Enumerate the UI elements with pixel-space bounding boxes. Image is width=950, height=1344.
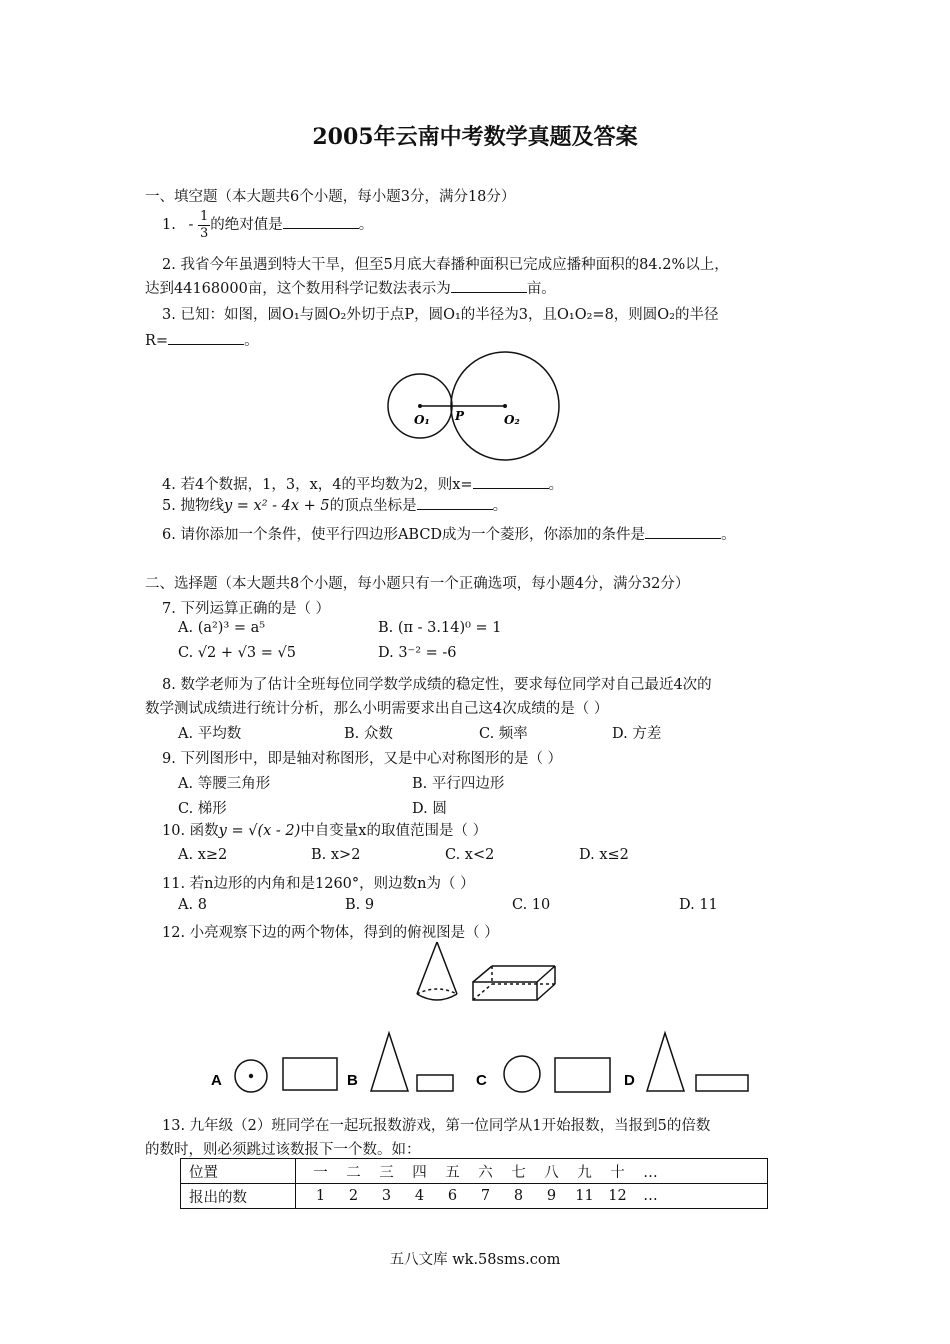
table-row bbox=[181, 1184, 768, 1209]
q7-stem: 7. 下列运算正确的是（ ） bbox=[162, 601, 331, 617]
table-cell: 四 bbox=[412, 1164, 427, 1181]
q13-line2: 的数时，则必须跳过该数报下一个数。如： bbox=[145, 1142, 421, 1158]
table-cell: 二 bbox=[346, 1164, 361, 1181]
answer-blank bbox=[417, 495, 493, 510]
option-d-rectangle bbox=[696, 1075, 748, 1091]
q9-option-c: C. 梯形 bbox=[178, 801, 227, 817]
page-title: 2005年云南中考数学真题及答案 bbox=[312, 124, 638, 150]
option-a-rectangle bbox=[283, 1058, 337, 1090]
q7-option-d: D. 3⁻² = -6 bbox=[378, 645, 457, 661]
point-o1 bbox=[418, 404, 422, 408]
answer-blank bbox=[283, 214, 359, 229]
table-cell: … bbox=[643, 1188, 658, 1204]
answer-blank bbox=[451, 278, 527, 293]
answer-blank bbox=[473, 474, 549, 489]
table-cell: 9 bbox=[546, 1188, 557, 1204]
q9-option-a: A. 等腰三角形 bbox=[178, 776, 271, 792]
table-cell: 六 bbox=[478, 1164, 493, 1181]
table-row-values bbox=[296, 1184, 768, 1209]
q11-stem: 11. 若n边形的内角和是1260°，则边数n为（ ） bbox=[162, 876, 475, 892]
q9-stem: 9. 下列图形中，即是轴对称图形，又是中心对称图形的是（ ） bbox=[162, 751, 563, 767]
q3-line2: R= 。 bbox=[145, 329, 259, 350]
q10-option-b: B. x>2 bbox=[311, 847, 361, 863]
answer-blank bbox=[168, 330, 244, 345]
q8-option-c: C. 频率 bbox=[479, 726, 528, 742]
q12-stem: 12. 小亮观察下边的两个物体，得到的俯视图是（ ） bbox=[162, 925, 499, 941]
q12-label-d: D bbox=[624, 1072, 635, 1089]
q7-option-b: B. (π - 3.14)⁰ = 1 bbox=[378, 620, 502, 636]
q8-line1: 8. 数学老师为了估计全班每位同学数学成绩的稳定性，要求每位同学对自己最近4次的 bbox=[162, 677, 712, 693]
label-o1: O₁ bbox=[414, 413, 430, 427]
table-cell: 8 bbox=[513, 1188, 524, 1204]
label-p: P bbox=[455, 409, 465, 423]
table-cell: 一 bbox=[313, 1164, 328, 1181]
q5: 5. 抛物线y = x² - 4x + 5的顶点坐标是 。 bbox=[162, 494, 507, 515]
q10-option-d: D. x≤2 bbox=[579, 847, 629, 863]
table-row-values bbox=[296, 1159, 768, 1184]
option-b-rectangle bbox=[417, 1075, 453, 1091]
q12-label-a: A bbox=[211, 1072, 222, 1089]
answer-blank bbox=[645, 524, 721, 539]
option-c-circle bbox=[504, 1056, 540, 1092]
option-c-rectangle bbox=[555, 1058, 610, 1092]
section2-header: 二、选择题（本大题共8个小题，每小题只有一个正确选项，每小题4分，满分32分） bbox=[145, 576, 690, 592]
option-b-triangle bbox=[371, 1033, 408, 1091]
q11-option-a: A. 8 bbox=[178, 897, 207, 913]
label-o2: O₂ bbox=[504, 413, 520, 427]
q2-line2: 达到44168000亩，这个数用科学记数法表示为 亩。 bbox=[145, 277, 556, 298]
box bbox=[473, 966, 555, 1000]
q9-option-b: B. 平行四边形 bbox=[412, 776, 505, 792]
counting-table bbox=[180, 1158, 768, 1209]
q8-option-b: B. 众数 bbox=[344, 726, 393, 742]
section1-header: 一、填空题（本大题共6个小题，每小题3分，满分18分） bbox=[145, 189, 516, 205]
table-cell: 三 bbox=[379, 1164, 394, 1181]
q7-option-c: C. √2 + √3 = √5 bbox=[178, 645, 296, 661]
q7-option-a: A. (a²)³ = a⁵ bbox=[178, 620, 266, 636]
q12-label-c: C bbox=[476, 1072, 487, 1089]
q2-line1: 2. 我省今年虽遇到特大干旱，但至5月底大春播种面积已完成应播种面积的84.2%以上， bbox=[162, 257, 729, 273]
q6: 6. 请你添加一个条件，使平行四边形ABCD成为一个菱形，你添加的条件是 。 bbox=[162, 523, 736, 544]
option-d-triangle bbox=[647, 1033, 684, 1091]
q10-stem: 10. 函数y = √(x - 2)中自变量x的取值范围是（ ） bbox=[162, 823, 488, 839]
table-cell: 6 bbox=[447, 1188, 458, 1204]
table-cell: 五 bbox=[445, 1164, 460, 1181]
q13-line1: 13. 九年级（2）班同学在一起玩报数游戏，第一位同学从1开始报数，当报到5的倍数 bbox=[162, 1118, 711, 1134]
q3-line1: 3. 已知：如图，圆O₁与圆O₂外切于点P，圆O₁的半径为3，且O₁O₂=8，则圆O₂的半径 bbox=[162, 307, 719, 323]
table-cell: 2 bbox=[348, 1188, 359, 1204]
option-a-center-dot bbox=[249, 1074, 253, 1078]
table-row bbox=[181, 1159, 768, 1184]
q1: 1. - $\frac{1}{3}$ 的绝对值是 。 bbox=[162, 208, 374, 241]
table-cell: 九 bbox=[577, 1164, 592, 1181]
table-cell: 1 bbox=[315, 1188, 326, 1204]
footer-watermark: 五八文库 wk.58sms.com bbox=[389, 1252, 561, 1268]
table-row-label: 位置 bbox=[181, 1159, 296, 1184]
table-cell: 7 bbox=[480, 1188, 491, 1204]
q8-line2: 数学测试成绩进行统计分析，那么小明需要求出自己这4次成绩的是（ ） bbox=[145, 701, 609, 717]
table-cell: 八 bbox=[544, 1164, 559, 1181]
q8-option-a: A. 平均数 bbox=[178, 726, 242, 742]
q11-option-d: D. 11 bbox=[679, 897, 718, 913]
point-o2 bbox=[503, 404, 507, 408]
table-cell: 12 bbox=[608, 1188, 627, 1204]
q11-option-b: B. 9 bbox=[345, 897, 375, 913]
q10-option-c: C. x<2 bbox=[445, 847, 495, 863]
table-row-label: 报出的数 bbox=[181, 1184, 296, 1209]
table-cell: 4 bbox=[414, 1188, 425, 1204]
table-cell: 11 bbox=[575, 1188, 594, 1204]
circles-figure bbox=[380, 340, 570, 462]
q10-option-a: A. x≥2 bbox=[178, 847, 228, 863]
q9-option-d: D. 圆 bbox=[412, 801, 447, 817]
table-cell: … bbox=[643, 1164, 658, 1181]
q12-label-b: B bbox=[347, 1072, 358, 1089]
table-cell: 七 bbox=[511, 1164, 526, 1181]
q8-option-d: D. 方差 bbox=[612, 726, 662, 742]
q4: 4. 若4个数据，1，3，x，4的平均数为2，则x= 。 bbox=[162, 473, 563, 494]
q12-options-figure bbox=[205, 1025, 760, 1097]
solids-figure bbox=[405, 938, 565, 1010]
table-cell: 3 bbox=[381, 1188, 392, 1204]
fraction: $\frac{1}{3}$ bbox=[199, 208, 209, 241]
q11-option-c: C. 10 bbox=[512, 897, 551, 913]
table-cell: 十 bbox=[610, 1164, 625, 1181]
cone bbox=[417, 942, 457, 1000]
